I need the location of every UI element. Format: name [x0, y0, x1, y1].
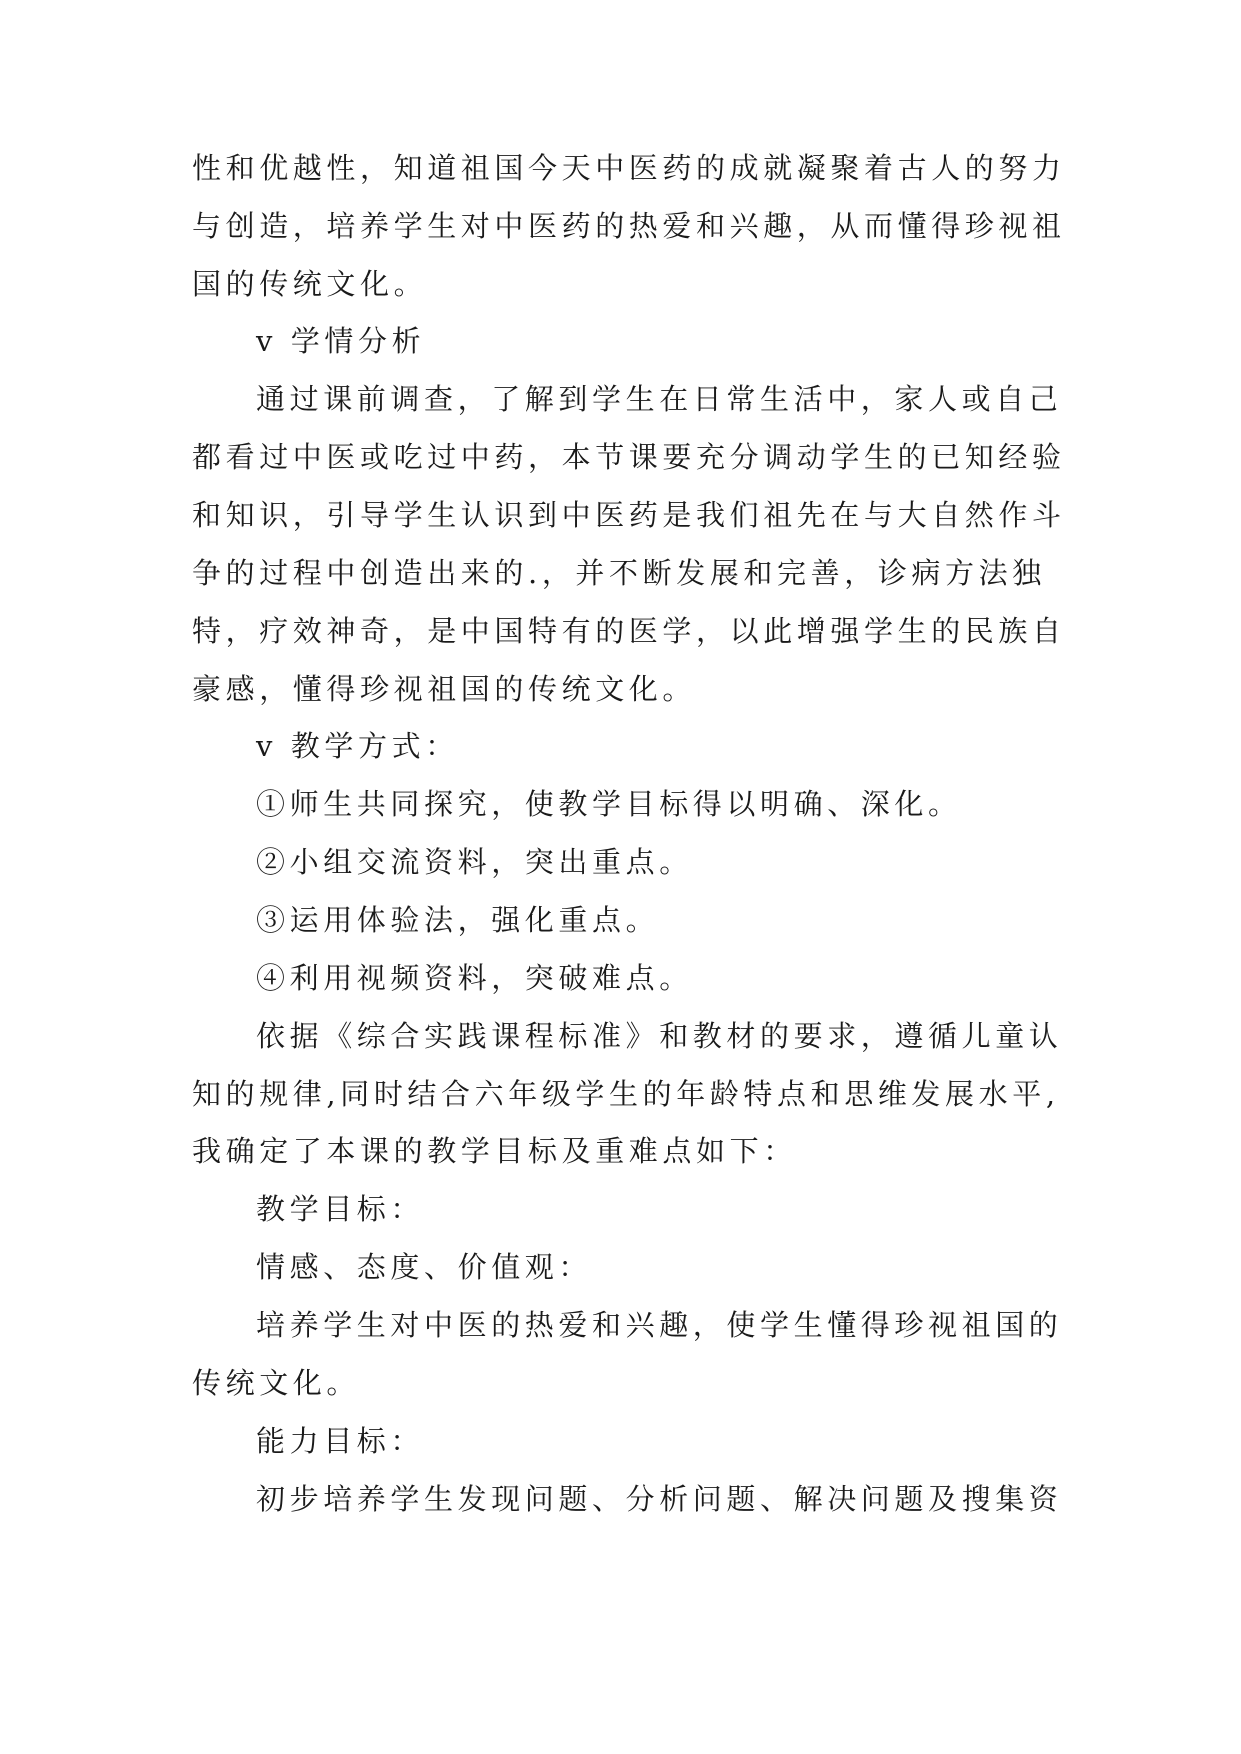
paragraph-line: 我确定了本课的教学目标及重难点如下： [192, 1134, 797, 1168]
paragraph-line: 通过课前调查，了解到学生在日常生活中，家人或自己 [256, 382, 1063, 416]
list-item: ③运用体验法，强化重点。 [256, 903, 660, 937]
list-item: ④利用视频资料，突破难点。 [256, 961, 693, 995]
paragraph-continuation-line: 性和优越性，知道祖国今天中医药的成就凝聚着古人的努力 [192, 151, 1066, 185]
paragraph-line: 培养学生对中医的热爱和兴趣，使学生懂得珍视祖国的 [256, 1308, 1063, 1342]
paragraph-line: 依据《综合实践课程标准》和教材的要求，遵循儿童认 [256, 1019, 1063, 1053]
paragraph-line: 知的规律,同时结合六年级学生的年龄特点和思维发展水平, [192, 1077, 1060, 1111]
section-heading-teaching-method: v 教学方式： [256, 729, 459, 763]
paragraph-line: 都看过中医或吃过中药，本节课要充分调动学生的已知经验 [192, 440, 1066, 474]
subheading-ability-goals: 能力目标： [256, 1424, 425, 1458]
list-item: ①师生共同探究，使教学目标得以明确、深化。 [256, 787, 962, 821]
paragraph-line: 传统文化。 [192, 1366, 361, 1400]
list-item: ②小组交流资料，突出重点。 [256, 845, 693, 879]
subheading-teaching-goals: 教学目标： [256, 1192, 425, 1226]
subheading-emotion-attitude-values: 情感、态度、价值观： [256, 1250, 593, 1284]
section-heading-learning-analysis: v 学情分析 [256, 324, 426, 358]
paragraph-line: 和知识，引导学生认识到中医药是我们祖先在与大自然作斗 [192, 498, 1066, 532]
paragraph-continuation-line: 国的传统文化。 [192, 267, 428, 301]
paragraph-line: 争的过程中创造出来的.，并不断发展和完善，诊病方法独 [192, 556, 1046, 590]
paragraph-line: 特，疗效神奇，是中国特有的医学，以此增强学生的民族自 [192, 614, 1066, 648]
paragraph-line: 初步培养学生发现问题、分析问题、解决问题及搜集资 [256, 1482, 1063, 1516]
paragraph-continuation-line: 与创造，培养学生对中医药的热爱和兴趣，从而懂得珍视祖 [192, 209, 1066, 243]
paragraph-line: 豪感，懂得珍视祖国的传统文化。 [192, 672, 697, 706]
